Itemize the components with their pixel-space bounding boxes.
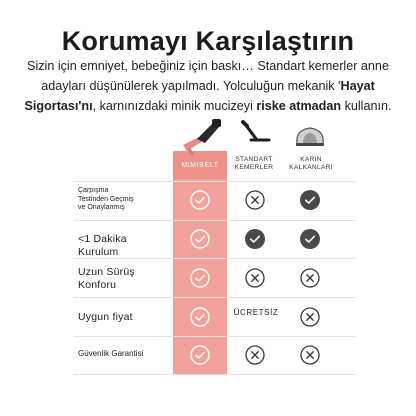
check-light-icon — [190, 345, 210, 365]
standard-belt-icon — [241, 118, 271, 146]
intro-bold-2: riske atmadan — [256, 99, 342, 113]
karin-label-line1: KARIN — [300, 156, 322, 163]
check-light-icon — [190, 268, 210, 288]
page-title: Korumayı Karşılaştırın — [61, 26, 355, 56]
row-divider — [74, 181, 356, 182]
row-divider — [74, 297, 356, 298]
standard-label-line2: KEMERLER — [234, 164, 274, 171]
row-divider — [74, 336, 356, 337]
intro-text-1: Sizin için emniyet, bebeğiniz için baskı… Standart kemerler anne adayları düşünülerek yapılmadı. Yolculuğun mekanik ' — [27, 59, 389, 93]
intro-paragraph — [10, 56, 406, 116]
karin-label-line2: KALKANLARI — [289, 164, 333, 171]
mimibelt-label: MIMIBELT — [181, 162, 219, 169]
x-outline-icon — [300, 307, 320, 327]
row-label-installation: <1 Dakika Kurulum — [78, 233, 127, 258]
row-divider — [74, 220, 356, 221]
check-dark-icon — [300, 190, 320, 210]
standard-label-line1: STANDART — [235, 156, 273, 163]
standard-column-label — [228, 156, 280, 172]
check-dark-icon — [245, 229, 265, 249]
check-dark-icon — [300, 229, 320, 249]
row-label-price: Uygun fiyat — [78, 311, 133, 323]
row-label-guarantee: Güvenlik Garantisi — [78, 349, 144, 358]
check-light-icon — [190, 190, 210, 210]
belly-shield-icon — [293, 124, 327, 148]
check-light-icon — [190, 307, 210, 327]
mimibelt-product-icon — [179, 115, 225, 155]
x-outline-icon — [245, 190, 265, 210]
x-outline-icon — [245, 268, 265, 288]
row-label-crash-test: Çarpışma Testinden Geçmiş ve Onaylanmış — [78, 187, 134, 211]
row-label-comfort: Uzun Sürüş Konforu — [78, 266, 135, 291]
x-outline-icon — [300, 268, 320, 288]
mimibelt-column — [173, 151, 227, 374]
free-text: ÜCRETSİZ — [233, 308, 279, 317]
karin-column-label — [282, 156, 340, 172]
row-divider — [74, 374, 356, 375]
check-light-icon — [190, 229, 210, 249]
intro-text-3: kullanın. — [341, 99, 392, 113]
x-outline-icon — [300, 345, 320, 365]
intro-text-2: , karnınızdaki minik mucizeyi — [92, 99, 257, 113]
intro-bold-1: Hayat Sigortası'nı — [24, 79, 375, 113]
x-outline-icon — [245, 345, 265, 365]
